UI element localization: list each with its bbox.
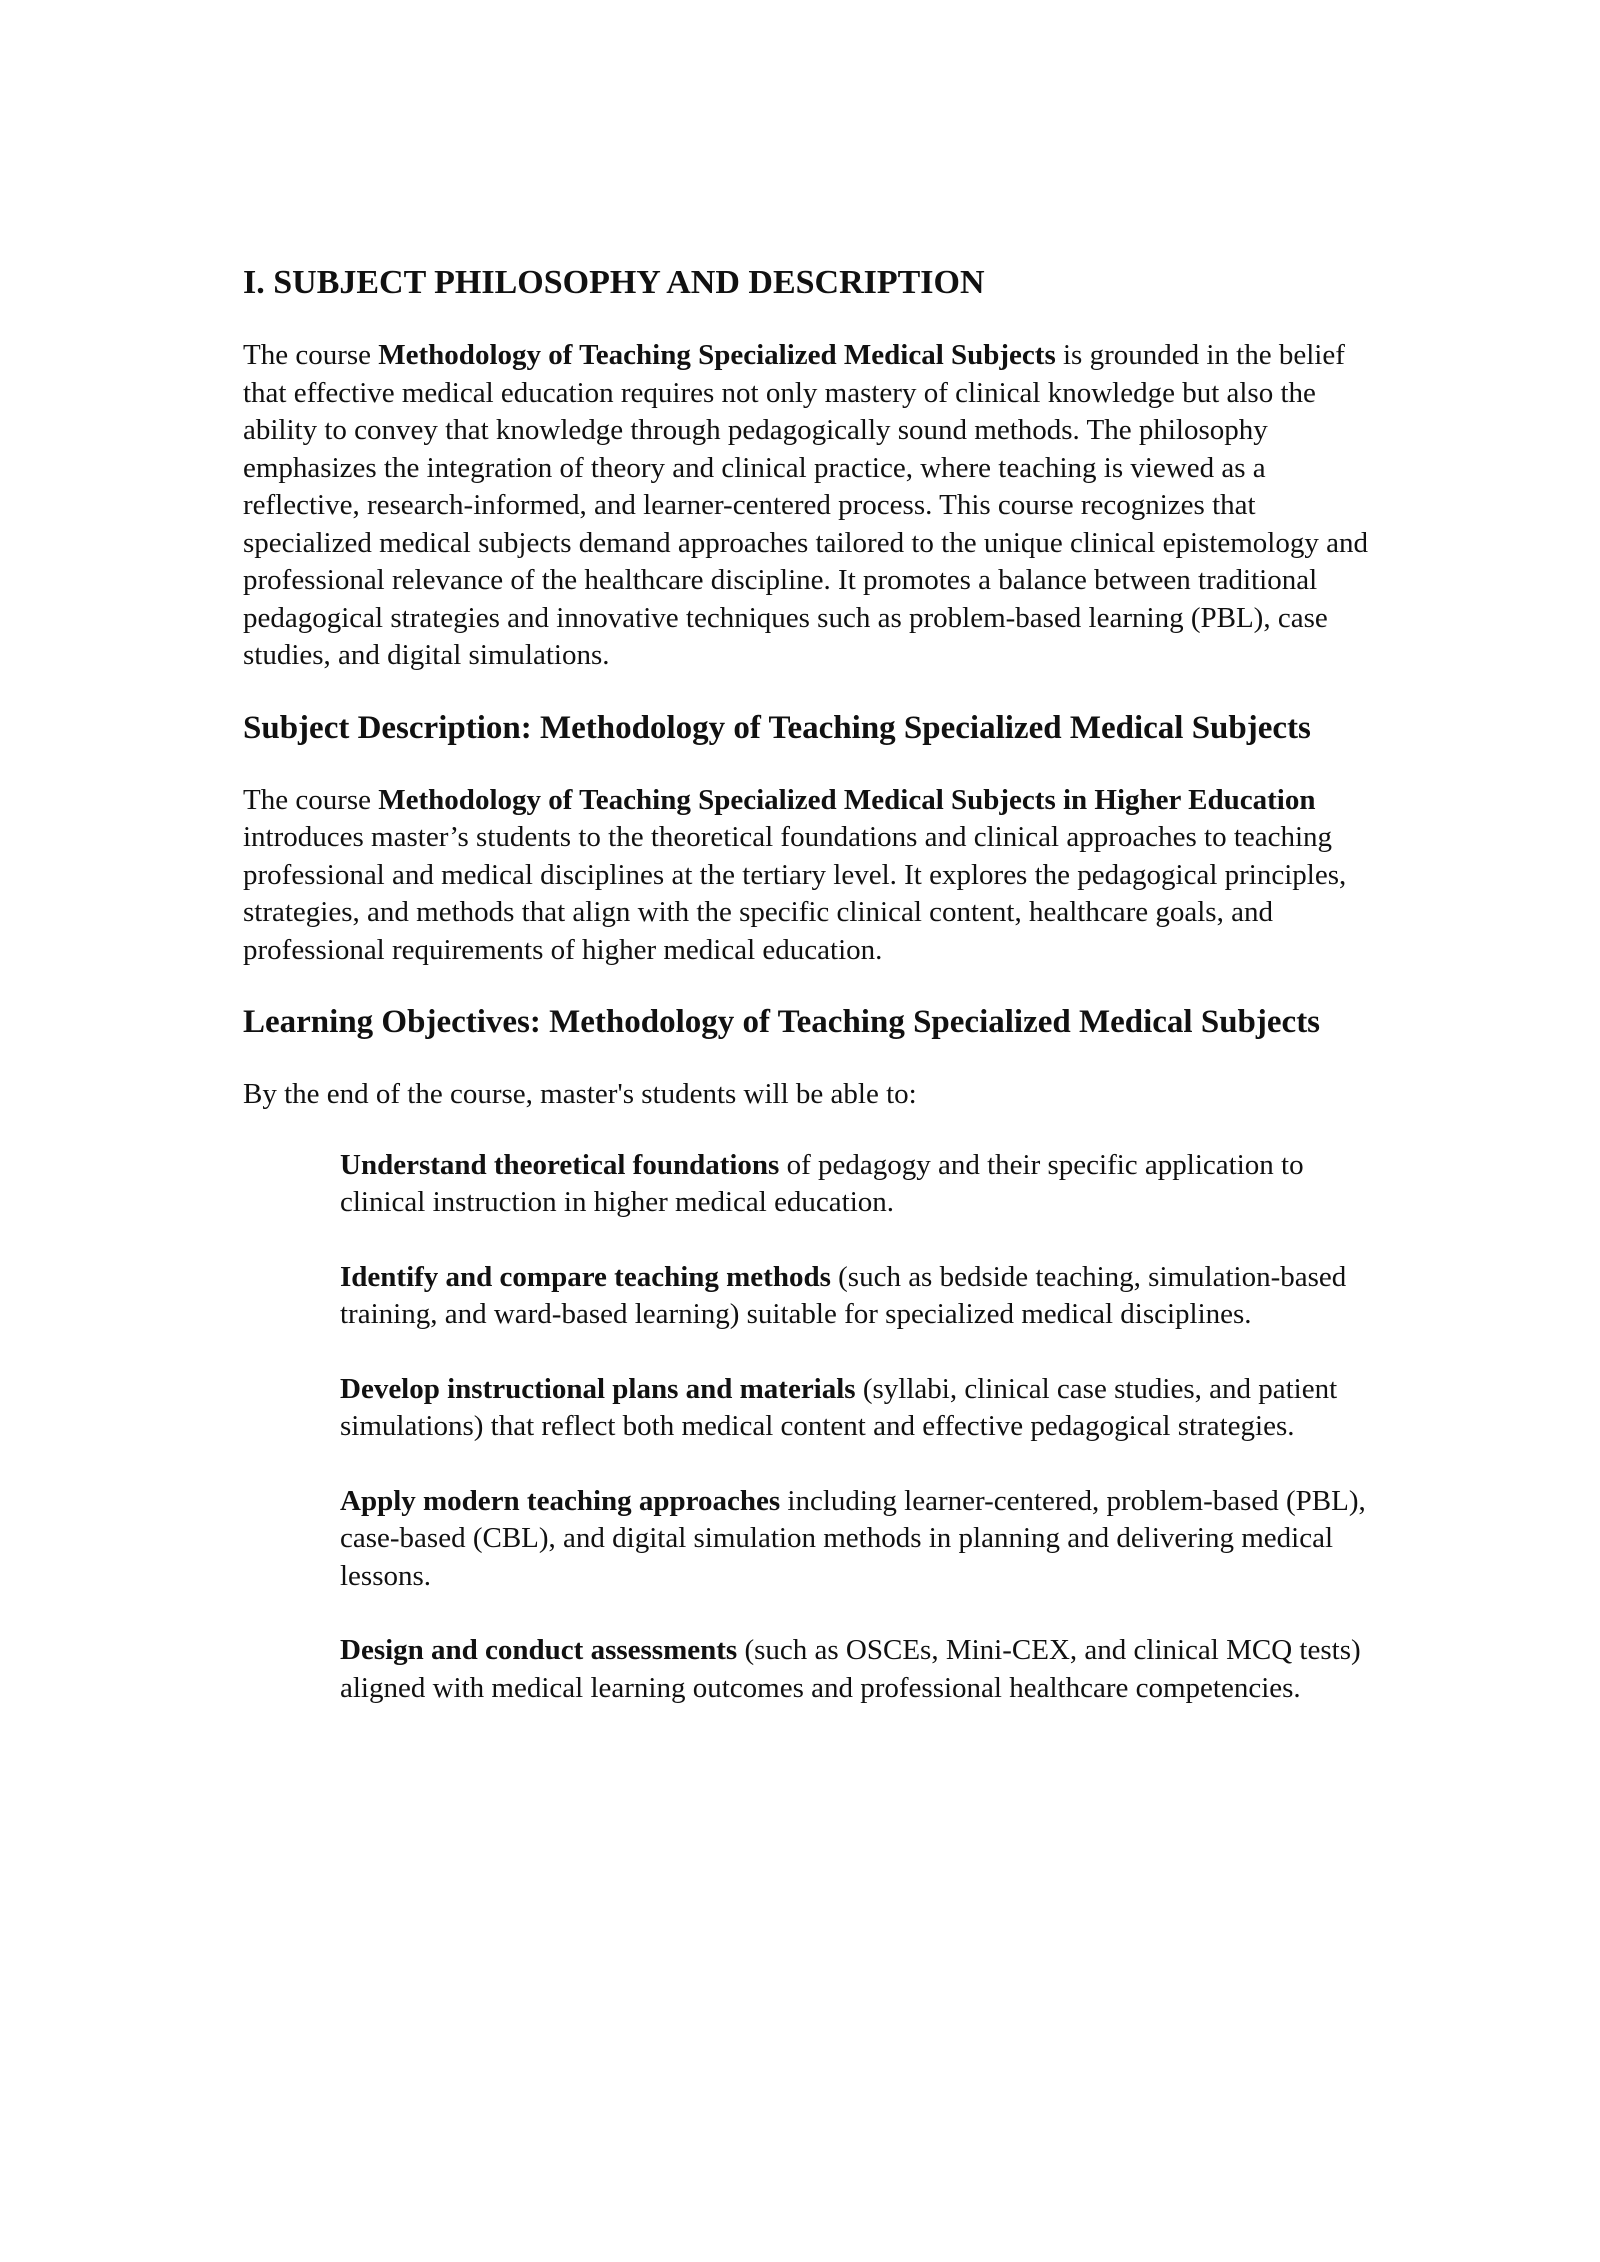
philosophy-intro-pre: The course	[243, 339, 379, 371]
subject-description-paragraph	[243, 782, 1373, 970]
objective-item	[340, 1147, 1373, 1222]
course-title-bold: Methodology of Teaching Specialized Medical Subjects	[378, 339, 1056, 371]
objective-bold: Identify and compare teaching methods	[340, 1260, 831, 1293]
objective-bold: Understand theoretical foundations	[340, 1148, 780, 1181]
description-course-title-bold: Methodology of Teaching Specialized Medical Subjects in Higher Education	[378, 783, 1316, 816]
philosophy-intro-post: is grounded in the belief that effective medical education requires not only mastery of clinical knowledge but also the ability to convey that knowledge through pedagogically sound methods. The philosophy emphasizes the integration of theory and clinical practice, where teaching is viewed as a reflective, research-informed, and learner-centered process. This course recognizes that specialized medical subjects demand approaches tailored to the unique clinical epistemology and professional relevance of the healthcare discipline. It promotes a balance between traditional pedagogical strategies and innovative techniques such as problem-based learning (PBL), case studies, and digital simulations.	[243, 339, 1368, 671]
objective-item	[340, 1483, 1373, 1596]
objective-text: (such as bedside teaching, simulation-based training, and ward-based learning) suitable for specialized medical disciplines.	[340, 1260, 1347, 1330]
description-pre: The course	[243, 783, 379, 816]
objective-bold: Design and conduct assessments	[340, 1634, 738, 1666]
objective-text: including learner-centered, problem-based (PBL), case-based (CBL), and digital simulation methods in planning and delivering medical lessons.	[340, 1484, 1366, 1592]
objective-text: (such as OSCEs, Mini-CEX, and clinical MCQ tests) aligned with medical learning outcomes and professional healthcare competencies.	[340, 1634, 1361, 1704]
objective-text: (syllabi, clinical case studies, and patient simulations) that reflect both medical content and effective pedagogical strategies.	[340, 1372, 1338, 1442]
objectives-lead: By the end of the course, master's students will be able to:	[243, 1078, 917, 1110]
subject-description-heading: Subject Description: Methodology of Teaching Specialized Medical Subjects	[243, 709, 1311, 746]
learning-objectives-heading: Learning Objectives: Methodology of Teaching Specialized Medical Subjects	[243, 1004, 1321, 1040]
document-page	[243, 262, 1373, 1744]
section-heading: I. SUBJECT PHILOSOPHY AND DESCRIPTION	[243, 264, 985, 301]
objective-text: of pedagogy and their specific application to clinical instruction in higher medical education.	[340, 1148, 1304, 1218]
objectives-list	[243, 1147, 1373, 1708]
objective-bold: Develop instructional plans and materials	[340, 1372, 856, 1405]
objective-item	[340, 1632, 1373, 1707]
description-post: introduces master’s students to the theoretical foundations and clinical approaches to teaching professional and medical disciplines at the tertiary level. It explores the pedagogical principles, strategies, and methods that align with the specific clinical content, healthcare goals, and professional requirements of higher medical education.	[243, 821, 1347, 966]
philosophy-paragraph	[243, 337, 1373, 675]
objective-item	[340, 1259, 1373, 1334]
objective-item	[340, 1371, 1373, 1446]
objective-bold: Apply modern teaching approaches	[340, 1484, 781, 1517]
